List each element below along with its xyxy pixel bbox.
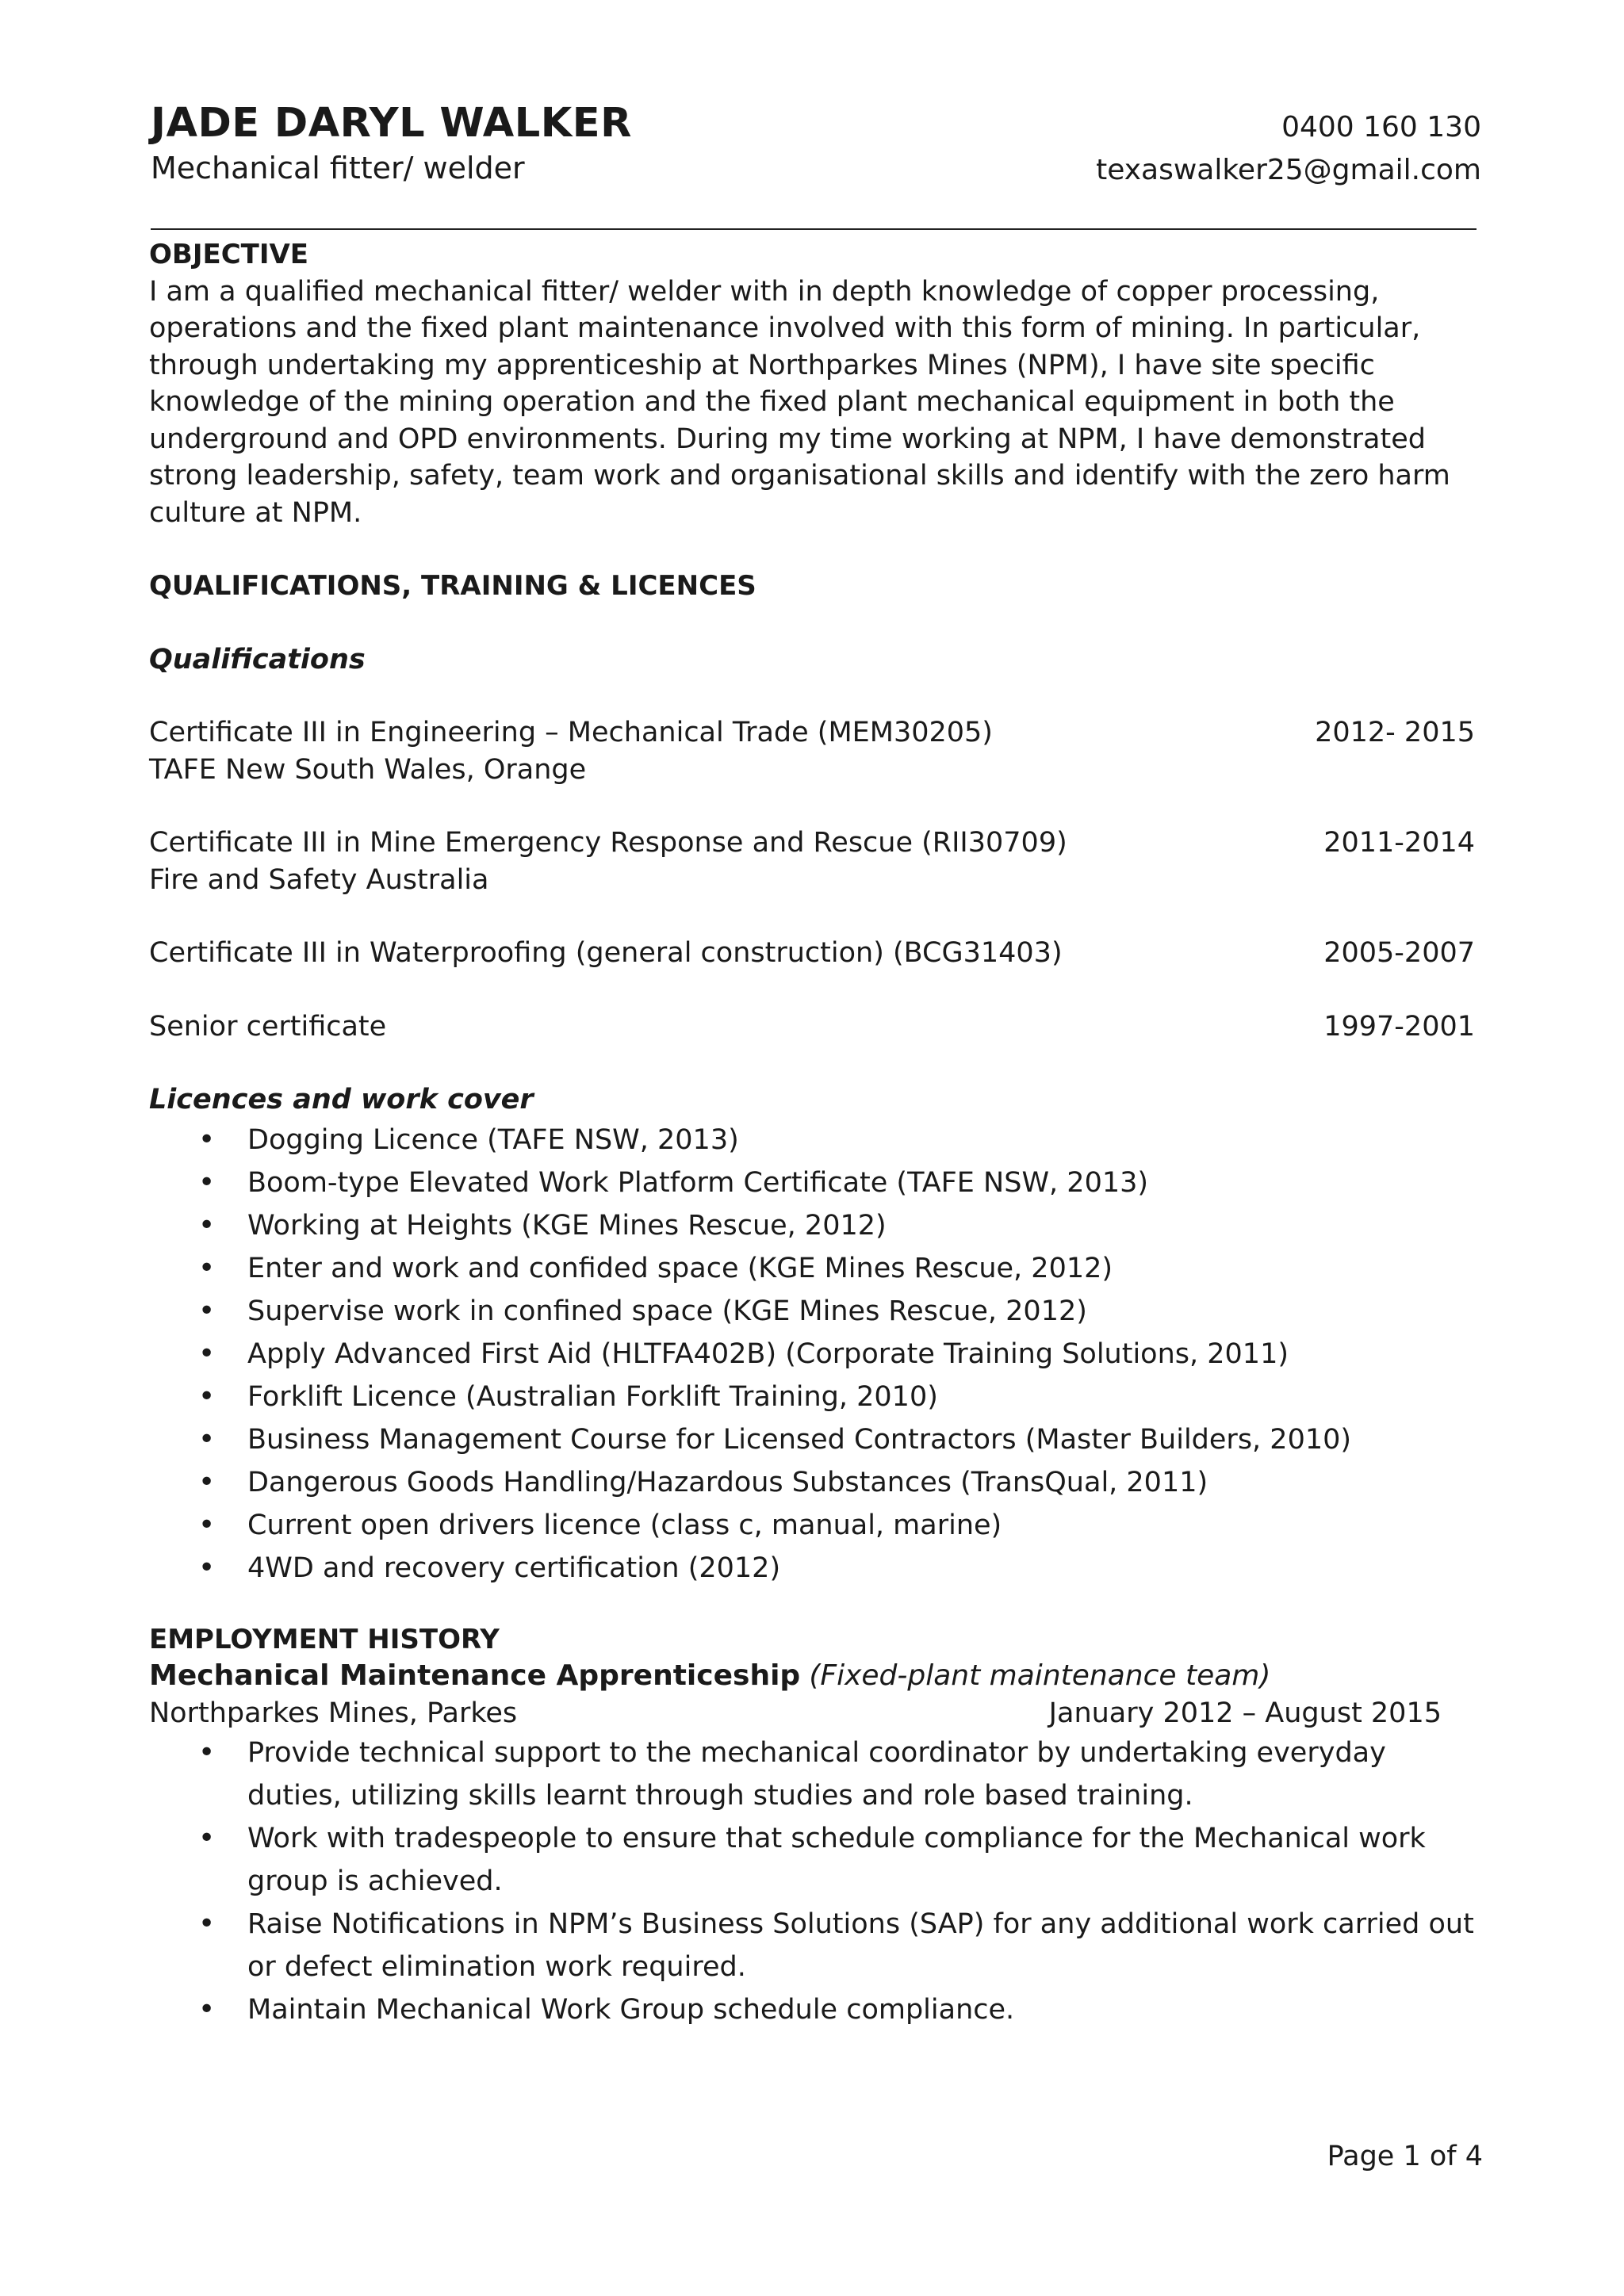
qualification-title: Senior certificate [149, 1010, 387, 1043]
employment-dates: January 2012 – August 2015 [1048, 1697, 1442, 1729]
list-item: • Working at Heights (KGE Mines Rescue, 2012) [149, 1204, 1481, 1247]
candidate-role: Mechanical fitter/ welder [151, 151, 525, 186]
duties-list [149, 1732, 1481, 2031]
list-item: • Boom-type Elevated Work Platform Certificate (TAFE NSW, 2013) [149, 1161, 1481, 1204]
qualification-item [149, 935, 1475, 972]
list-item: • Raise Notifications in NPM’s Business Solutions (SAP) for any additional work carried out or defect elimination work required. [149, 1903, 1481, 1988]
list-item: • Current open drivers licence (class c, manual, marine) [149, 1504, 1481, 1547]
qualification-dates: 2012- 2015 [1315, 717, 1475, 748]
objective-text: I am a qualified mechanical fitter/ welder with in depth knowledge of copper processing, operations and the fixed plant maintenance involved with this form of mining. In particular, through undertaking my apprenticeship at Northparkes Mines (NPM), I have site specific knowledge of the mining operation and the fixed plant mechanical equipment in both the underground and OPD environments. During my time working at NPM, I have demonstrated strong leadership, safety, team work and organisational skills and identify with the zero harm culture at NPM. [149, 275, 1450, 529]
job-meta [149, 1695, 1442, 1732]
qualification-item [149, 714, 1475, 788]
list-item: • Work with tradespeople to ensure that schedule compliance for the Mechanical work group is achieved. [149, 1817, 1481, 1903]
qualification-item [149, 825, 1475, 898]
qualification-dates: 2011-2014 [1323, 827, 1475, 859]
qualification-title: Certificate III in Mine Emergency Response and Rescue (RII30709) [149, 827, 1067, 859]
job-title: Mechanical Maintenance Apprenticeship [149, 1659, 801, 1692]
job-team: (Fixed-plant maintenance team) [809, 1659, 1271, 1692]
qualification-institution: Fire and Safety Australia [149, 863, 489, 896]
list-item: • Enter and work and confided space (KGE Mines Rescue, 2012) [149, 1247, 1481, 1290]
qualifications-heading: QUALIFICATIONS, TRAINING & LICENCES [149, 570, 756, 602]
list-item: • Maintain Mechanical Work Group schedule compliance. [149, 1988, 1481, 2031]
licences-subheading: Licences and work cover [149, 1084, 534, 1115]
header-divider [151, 228, 1477, 230]
qualification-dates: 2005-2007 [1323, 937, 1475, 969]
list-item: • Forklift Licence (Australian Forklift Training, 2010) [149, 1376, 1481, 1418]
resume-body [149, 236, 1481, 2031]
qualification-dates: 1997-2001 [1323, 1010, 1475, 1043]
list-item: • Supervise work in confined space (KGE Mines Rescue, 2012) [149, 1290, 1481, 1333]
employment-heading: EMPLOYMENT HISTORY [149, 1623, 500, 1655]
qualification-title: Certificate III in Engineering – Mechanical Trade (MEM30205) [149, 717, 993, 748]
list-item: • Apply Advanced First Aid (HLTFA402B) (Corporate Training Solutions, 2011) [149, 1333, 1481, 1376]
list-item: • Business Management Course for Licensed Contractors (Master Builders, 2010) [149, 1418, 1481, 1461]
job-heading [149, 1658, 1481, 1695]
list-item: • Dogging Licence (TAFE NSW, 2013) [149, 1119, 1481, 1161]
qualification-institution: TAFE New South Wales, Orange [149, 753, 587, 786]
list-item: • Dangerous Goods Handling/Hazardous Substances (TransQual, 2011) [149, 1461, 1481, 1504]
list-item: • 4WD and recovery certification (2012) [149, 1547, 1481, 1590]
licences-list [149, 1119, 1481, 1590]
list-item: • Provide technical support to the mechanical coordinator by undertaking everyday duties, utilizing skills learnt through studies and role based training. [149, 1732, 1481, 1817]
candidate-name: JADE DARYL WALKER [151, 100, 632, 147]
qualifications-subheading: Qualifications [149, 643, 366, 675]
email-address: texaswalker25@gmail.com [1096, 154, 1481, 186]
employer-name: Northparkes Mines, Parkes [149, 1697, 518, 1729]
objective-heading: OBJECTIVE [149, 239, 309, 270]
phone-number: 0400 160 130 [1281, 111, 1481, 144]
qualification-title: Certificate III in Waterproofing (general construction) (BCG31403) [149, 937, 1063, 969]
qualification-item [149, 1008, 1475, 1046]
page-number: Page 1 of 4 [1327, 2141, 1483, 2172]
